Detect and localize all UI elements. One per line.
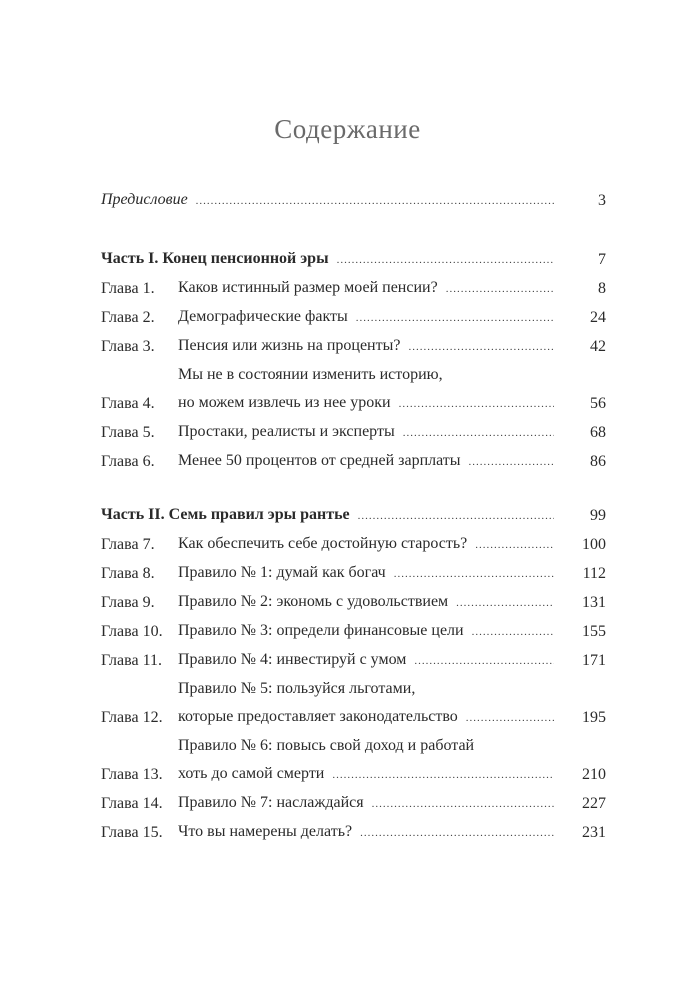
page-number: 155 — [582, 623, 606, 640]
entry-title: которые предоставляет законодательство — [178, 708, 458, 725]
dot-leader — [372, 790, 554, 818]
page-number: 7 — [598, 251, 606, 268]
chapter-label: Глава 10. — [101, 623, 163, 640]
page-number: 8 — [598, 280, 606, 297]
toc-entry-chapter[interactable] — [101, 303, 606, 332]
page-number: 24 — [590, 309, 606, 326]
page-number: 86 — [590, 453, 606, 470]
entry-title: но можем извлечь из нее уроки — [178, 394, 391, 411]
page-number: 42 — [590, 338, 606, 355]
entry-title: Менее 50 процентов от средней зарплаты — [178, 452, 461, 469]
dot-leader — [360, 819, 554, 847]
chapter-label: Глава 9. — [101, 594, 155, 611]
dot-leader — [356, 304, 554, 332]
chapter-label: Глава 7. — [101, 536, 155, 553]
chapter-label: Глава 11. — [101, 652, 162, 669]
dot-leader — [394, 560, 554, 588]
toc-entry-chapter[interactable] — [101, 274, 606, 303]
entry-title: Пенсия или жизнь на проценты? — [178, 337, 401, 354]
entry-title: Мы не в состоянии изменить историю, — [178, 366, 443, 383]
entry-title: Правило № 6: повысь свой доход и работай — [178, 737, 475, 754]
entry-title: Предисловие — [101, 191, 188, 208]
dot-leader — [332, 761, 554, 789]
entry-title: Правило № 4: инвестируй с умом — [178, 651, 407, 668]
page-number: 227 — [582, 795, 606, 812]
entry-title: Что вы намерены делать? — [178, 823, 353, 840]
chapter-label: Глава 5. — [101, 424, 155, 441]
entry-title: Как обеспечить себе достойную старость? — [178, 535, 468, 552]
entry-title: Часть II. Семь правил эры рантье — [101, 506, 350, 523]
toc-entry-chapter[interactable] — [101, 646, 606, 675]
dot-leader — [456, 589, 554, 617]
entry-title: Часть I. Конец пенсионной эры — [101, 250, 329, 267]
toc-entry-chapter[interactable] — [101, 789, 606, 818]
page-number: 100 — [582, 536, 606, 553]
chapter-label: Глава 13. — [101, 766, 163, 783]
toc-entry-part[interactable] — [101, 245, 606, 274]
page-number: 131 — [582, 594, 606, 611]
page-number: 99 — [590, 507, 606, 524]
page-number: 231 — [582, 824, 606, 841]
page-number: 56 — [590, 395, 606, 412]
toc-entry-part[interactable] — [101, 501, 606, 530]
toc-entry-chapter[interactable] — [101, 530, 606, 559]
toc-entry-chapter[interactable] — [101, 617, 606, 646]
table-of-contents — [101, 186, 606, 847]
chapter-label: Глава 2. — [101, 309, 155, 326]
chapter-label: Глава 1. — [101, 280, 155, 297]
toc-entry-chapter[interactable] — [101, 418, 606, 447]
entry-title: Правило № 7: наслаждайся — [178, 794, 364, 811]
chapter-label: Глава 4. — [101, 395, 155, 412]
entry-title: Простаки, реалисты и эксперты — [178, 423, 395, 440]
dot-leader — [472, 618, 554, 646]
toc-entry-chapter[interactable] — [101, 332, 606, 361]
chapter-label: Глава 3. — [101, 338, 155, 355]
page-title: Содержание — [274, 114, 421, 144]
dot-leader — [403, 419, 554, 447]
toc-entry-chapter[interactable] — [101, 447, 606, 476]
page-number: 3 — [598, 192, 606, 209]
page-number: 195 — [582, 709, 606, 726]
entry-title: Правило № 2: экономь с удовольствием — [178, 593, 449, 610]
dot-leader — [475, 531, 554, 559]
toc-entry-chapter[interactable] — [101, 818, 606, 847]
dot-leader — [408, 333, 554, 361]
dot-leader — [446, 275, 554, 303]
dot-leader — [399, 390, 554, 418]
entry-title: хоть до самой смерти — [178, 765, 325, 782]
page-number: 210 — [582, 766, 606, 783]
dot-leader — [196, 187, 554, 215]
toc-entry-chapter[interactable] — [101, 559, 606, 588]
dot-leader — [414, 647, 554, 675]
chapter-label: Глава 14. — [101, 795, 163, 812]
page-number: 171 — [582, 652, 606, 669]
toc-entry-chapter[interactable] — [101, 361, 606, 418]
chapter-label: Глава 8. — [101, 565, 155, 582]
chapter-label: Глава 12. — [101, 709, 163, 726]
toc-entry-preface[interactable] — [101, 186, 606, 215]
page-number: 112 — [582, 565, 606, 582]
page-number: 68 — [590, 424, 606, 441]
entry-title: Каков истинный размер моей пенсии? — [178, 279, 438, 296]
dot-leader — [358, 502, 554, 530]
dot-leader — [466, 704, 554, 732]
toc-entry-chapter[interactable] — [101, 588, 606, 617]
entry-title: Правило № 1: думай как богач — [178, 564, 386, 581]
entry-title: Правило № 3: определи финансовые цели — [178, 622, 464, 639]
toc-entry-chapter[interactable] — [101, 675, 606, 732]
chapter-label: Глава 6. — [101, 453, 155, 470]
entry-title: Правило № 5: пользуйся льготами, — [178, 680, 416, 697]
dot-leader — [469, 448, 554, 476]
toc-entry-chapter[interactable] — [101, 732, 606, 789]
entry-title: Демографические факты — [178, 308, 348, 325]
dot-leader — [337, 246, 554, 274]
chapter-label: Глава 15. — [101, 824, 163, 841]
